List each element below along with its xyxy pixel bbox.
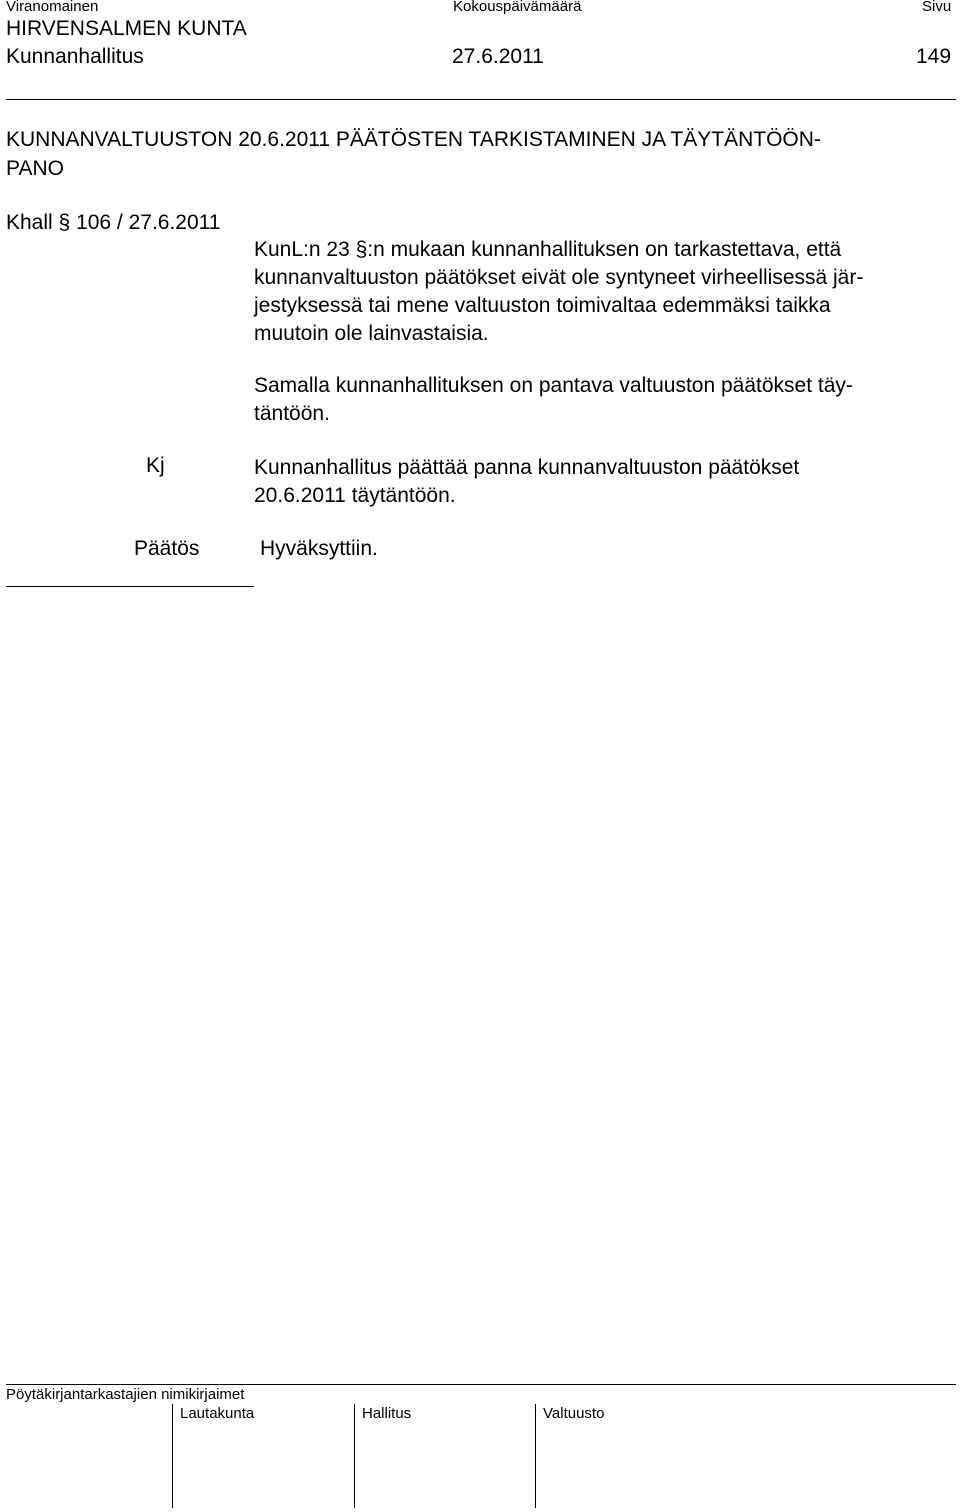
document-title-line2: PANO bbox=[6, 157, 64, 180]
paragraph-line: kunnanvaltuuston päätökset eivät ole syntyneet virheellisessä jär- bbox=[254, 266, 864, 289]
footer-divider bbox=[6, 1384, 956, 1385]
proposal-line: Kunnanhallitus päättää panna kunnanvaltuuston päätökset bbox=[254, 456, 800, 479]
meeting-date: 27.6.2011 bbox=[452, 45, 544, 68]
paragraph-line: Samalla kunnanhallituksen on pantava valtuuston päätökset täy- bbox=[254, 374, 853, 397]
paragraph-line: KunL:n 23 §:n mukaan kunnanhallituksen on tarkastettava, että bbox=[254, 238, 842, 261]
page-number: 149 bbox=[916, 45, 952, 68]
signature-box-divider bbox=[535, 1404, 536, 1508]
decision-text: Hyväksyttiin. bbox=[260, 537, 378, 560]
document-title-line1: KUNNANVALTUUSTON 20.6.2011 PÄÄTÖSTEN TARKISTAMINEN JA TÄYTÄNTÖÖN- bbox=[6, 128, 821, 151]
signature-col-council: Valtuusto bbox=[543, 1405, 605, 1422]
header-label-date: Kokouspäivämäärä bbox=[453, 0, 582, 15]
paragraph-2 bbox=[254, 372, 934, 428]
signature-box-divider bbox=[172, 1404, 173, 1508]
signatures-label: Pöytäkirjantarkastajien nimikirjaimet bbox=[6, 1386, 245, 1403]
header-divider bbox=[6, 99, 956, 100]
header-label-page: Sivu bbox=[922, 0, 952, 15]
decision-label: Päätös bbox=[134, 537, 200, 560]
body-name: Kunnanhallitus bbox=[6, 45, 144, 68]
section-reference: Khall § 106 / 27.6.2011 bbox=[6, 211, 221, 234]
municipality-name: HIRVENSALMEN KUNTA bbox=[6, 17, 247, 40]
proposal-line: 20.6.2011 täytäntöön. bbox=[254, 484, 456, 507]
paragraph-line: jestyksessä tai mene valtuuston toimivaltaa edemmäksi taikka bbox=[254, 294, 831, 317]
decision-end-rule bbox=[6, 586, 254, 587]
paragraph-line: täntöön. bbox=[254, 402, 330, 425]
proposal-label: Kj bbox=[146, 454, 165, 477]
signature-col-board: Lautakunta bbox=[180, 1405, 255, 1422]
signature-box-divider bbox=[354, 1404, 355, 1508]
proposal-text bbox=[254, 454, 934, 510]
paragraph-1 bbox=[254, 236, 934, 348]
signature-col-government: Hallitus bbox=[362, 1405, 412, 1422]
header-label-organizer: Viranomainen bbox=[6, 0, 99, 15]
paragraph-line: muutoin ole lainvastaisia. bbox=[254, 322, 489, 345]
